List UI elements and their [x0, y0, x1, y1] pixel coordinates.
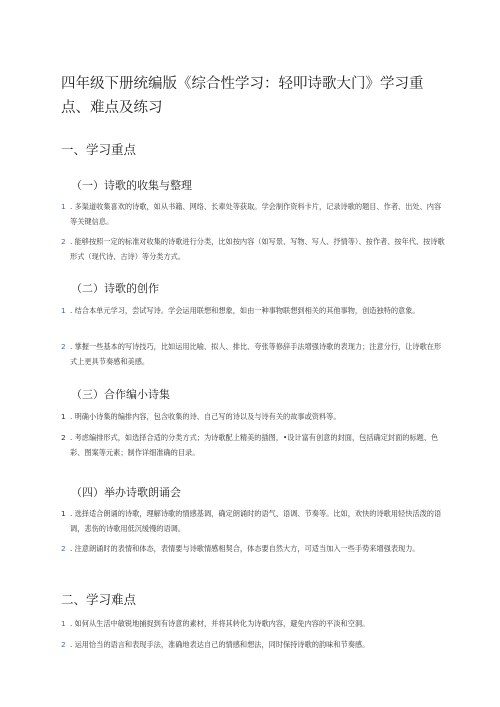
- list-item-number: 2: [61, 640, 66, 649]
- list-item-text: . 多渠道收集喜欢的诗歌，如从书籍、网络、长辈处等获取。学会制作资料卡片，记录诗歌的题目、作者、出处、内容等关键信息。: [70, 202, 442, 226]
- list-item: [61, 637, 446, 652]
- list-item-number: 1: [61, 412, 66, 421]
- list-item: [61, 541, 446, 556]
- list-item: [61, 506, 446, 536]
- list-item-number: 1: [61, 509, 66, 518]
- list-item-text: . 能够按照一定的标准对收集的诗歌进行分类，比如按内容（如写景、写物、写人、抒情等）、按作者、按年代、按诗歌形式（现代诗、古诗）等分类方式。: [70, 237, 445, 261]
- list-item: [61, 199, 446, 229]
- list-item: [61, 303, 446, 318]
- list-item-text: . 考虑编排形式，如选择合适的分类方式；为诗歌配上精美的插图，•设计富有创意的封面，包括确定封面的标题、色彩、图案等元素；制作详细准确的目录。: [70, 433, 439, 457]
- section-heading-key-points: 一、学习重点: [61, 142, 137, 157]
- subsection-heading-recital: （四）举办诗歌朗诵会: [71, 486, 181, 499]
- list-item-text: . 运用恰当的语言和表现手法，准确地表达自己的情感和想法，同时保持诗歌的韵味和节奏感。: [70, 640, 370, 649]
- list-item-text: . 选择适合朗诵的诗歌，理解诗歌的情感基调，确定朗诵时的语气、语调、节奏等。比如，欢快的诗歌用轻快活泼的语调，悲伤的诗歌用低沉缓慢的语调。: [70, 509, 442, 533]
- list-item-number: 2: [61, 544, 66, 553]
- page-title: 四年级下册统编版《综合性学习：轻叩诗歌大门》学习重点、难点及练习: [61, 76, 424, 116]
- subsection-heading-create: （二）诗歌的创作: [71, 282, 159, 295]
- list-item: [61, 234, 446, 264]
- list-item-number: 1: [61, 619, 66, 628]
- list-item-text: . 如何从生活中敏锐地捕捉到有诗意的素材，并将其转化为诗歌内容，避免内容的平淡和空洞。: [70, 619, 370, 628]
- list-item: [61, 616, 446, 631]
- list-item-number: 2: [61, 342, 66, 351]
- list-item-text: . 明确小诗集的编排内容，包含收集的诗、自己写的诗以及与诗有关的故事或资料等。: [70, 412, 341, 421]
- list-item: [61, 339, 446, 369]
- subsection-heading-collect: （一）诗歌的收集与整理: [71, 179, 192, 192]
- list-item-number: 1: [61, 202, 66, 211]
- list-item-number: 2: [61, 433, 66, 442]
- list-item-number: 2: [61, 237, 66, 246]
- list-item: [61, 430, 446, 460]
- subsection-heading-anthology: （三）合作编小诗集: [71, 388, 170, 401]
- list-item-text: . 注意朗诵时的表情和体态，表情要与诗歌情感相契合，体态要自然大方，可适当加入一些手势来增强表现力。: [70, 544, 420, 553]
- list-item-text: . 掌握一些基本的写诗技巧，比如运用比喻、拟人、排比、夸张等修辞手法增强诗歌的表现力；注意分行，让诗歌在形式上更具节奏感和美感。: [70, 342, 442, 366]
- list-item-text: . 结合本单元学习，尝试写诗。学会运用联想和想象，如由一种事物联想到相关的其他事物，创造独特的意象。: [70, 306, 420, 315]
- list-item-number: 1: [61, 306, 66, 315]
- list-item: [61, 409, 446, 424]
- section-heading-difficulties: 二、学习难点: [61, 592, 137, 607]
